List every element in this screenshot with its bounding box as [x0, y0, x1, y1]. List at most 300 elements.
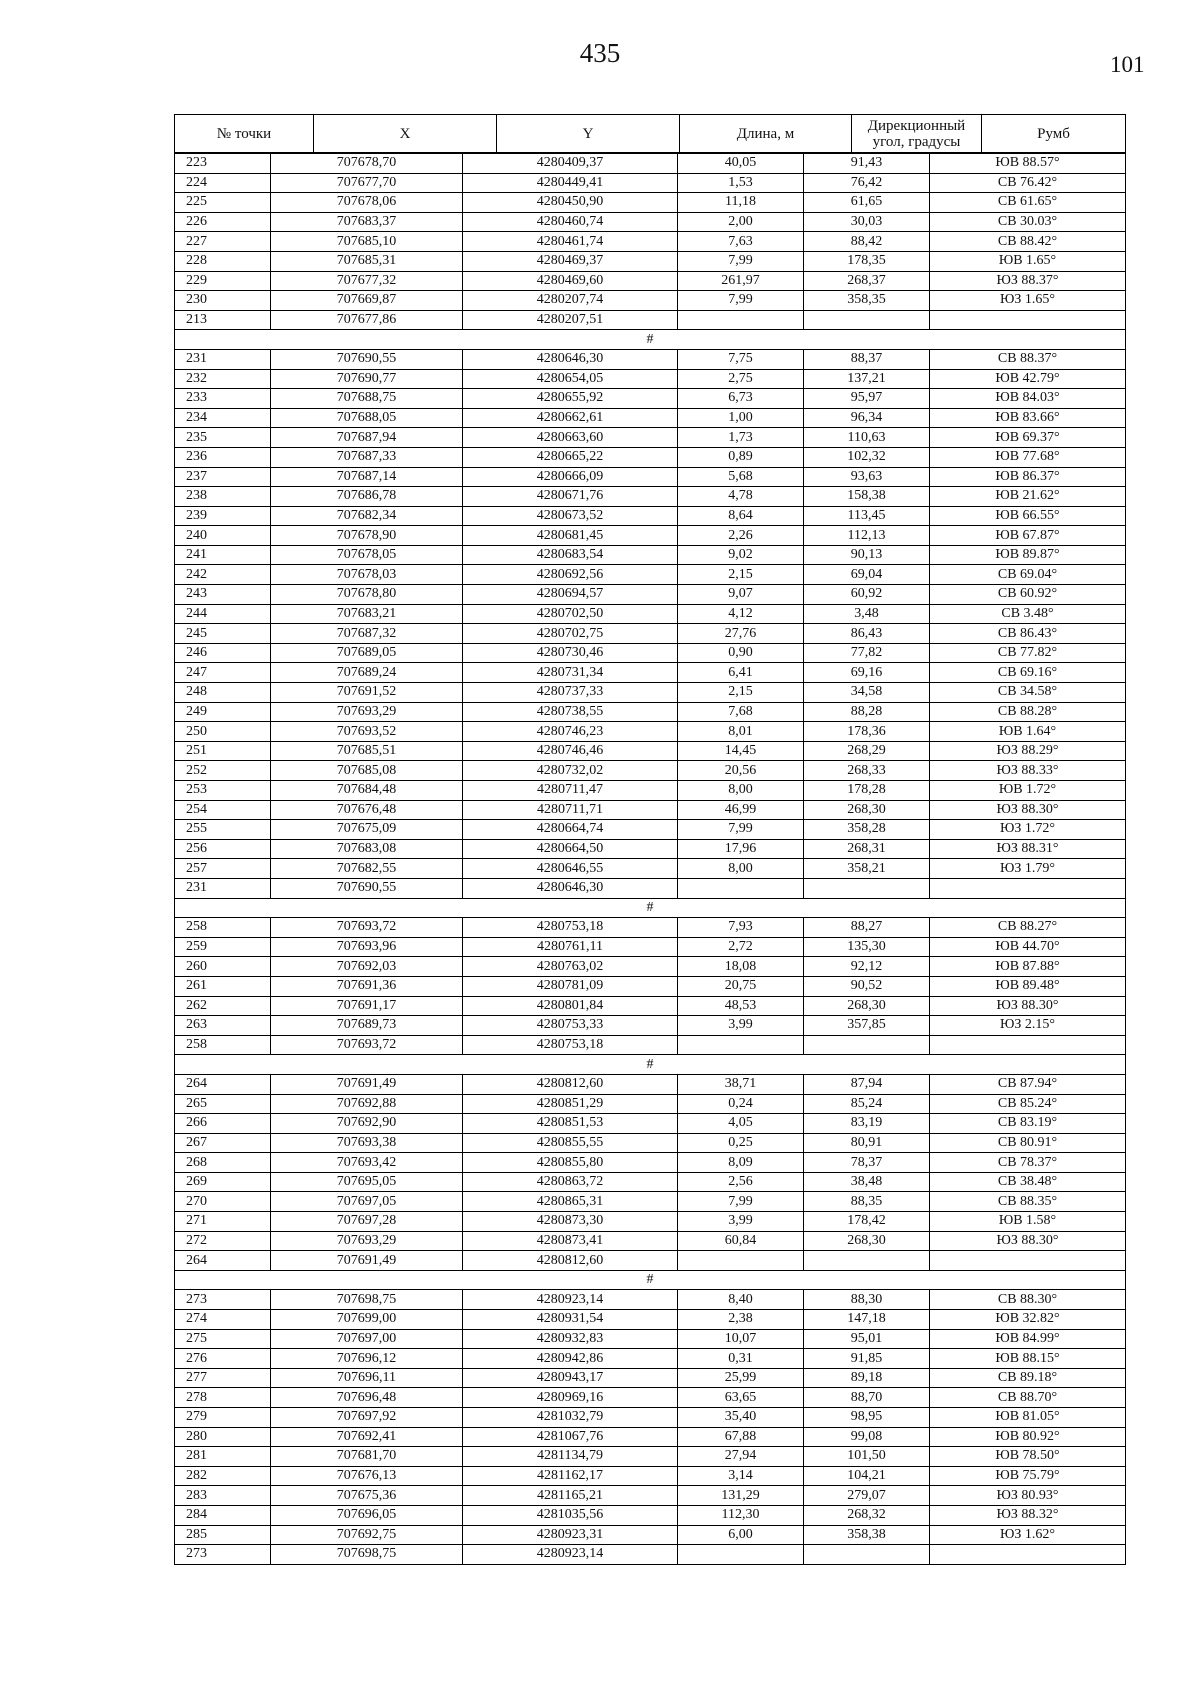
cell-x: 707696,11: [271, 1368, 463, 1388]
cell-rhumb: ЮЗ 1.79°: [930, 859, 1126, 879]
cell-point-number: 228: [175, 251, 271, 271]
cell-x: 707692,90: [271, 1114, 463, 1134]
contour-separator-row: [175, 1055, 1126, 1075]
cell-rhumb: ЮВ 21.62°: [930, 487, 1126, 507]
cell-y: 4280812,60: [463, 1251, 678, 1271]
cell-rhumb: СВ 83.19°: [930, 1114, 1126, 1134]
cell-rhumb: СВ 89.18°: [930, 1368, 1126, 1388]
cell-direction-angle: 88,70: [804, 1388, 930, 1408]
table-row: [175, 526, 1126, 546]
cell-rhumb: ЮВ 89.87°: [930, 545, 1126, 565]
cell-y: 4280781,09: [463, 976, 678, 996]
cell-point-number: 270: [175, 1192, 271, 1212]
cell-direction-angle: 358,21: [804, 859, 930, 879]
cell-x: 707689,73: [271, 1016, 463, 1036]
cell-direction-angle: 92,12: [804, 957, 930, 977]
table-row: [175, 428, 1126, 448]
cell-length: 2,38: [678, 1310, 804, 1330]
cell-point-number: 280: [175, 1427, 271, 1447]
table-row: [175, 722, 1126, 742]
cell-point-number: 259: [175, 937, 271, 957]
cell-rhumb: ЮЗ 88.29°: [930, 741, 1126, 761]
cell-x: 707697,00: [271, 1329, 463, 1349]
cell-x: 707687,14: [271, 467, 463, 487]
cell-direction-angle: 96,34: [804, 408, 930, 428]
cell-point-number: 266: [175, 1114, 271, 1134]
cell-rhumb: СВ 80.91°: [930, 1133, 1126, 1153]
cell-x: 707683,21: [271, 604, 463, 624]
header-rhumb: Румб: [982, 115, 1126, 153]
table-row: [175, 781, 1126, 801]
cell-length: 8,00: [678, 859, 804, 879]
cell-rhumb: ЮВ 88.15°: [930, 1349, 1126, 1369]
cell-y: 4280746,23: [463, 722, 678, 742]
cell-point-number: 241: [175, 545, 271, 565]
cell-rhumb: СВ 61.65°: [930, 193, 1126, 213]
cell-length: 2,15: [678, 683, 804, 703]
cell-direction-angle: 69,16: [804, 663, 930, 683]
cell-y: 4280746,46: [463, 741, 678, 761]
cell-length: 48,53: [678, 996, 804, 1016]
cell-length: 4,05: [678, 1114, 804, 1134]
cell-direction-angle: 76,42: [804, 173, 930, 193]
cell-direction-angle: 30,03: [804, 212, 930, 232]
cell-y: 4280812,60: [463, 1074, 678, 1094]
cell-rhumb: ЮЗ 1.72°: [930, 820, 1126, 840]
cell-length: 2,26: [678, 526, 804, 546]
cell-y: 4281032,79: [463, 1408, 678, 1428]
cell-point-number: 233: [175, 389, 271, 409]
table-row: [175, 193, 1126, 213]
cell-y: 4280753,18: [463, 918, 678, 938]
cell-point-number: 223: [175, 154, 271, 174]
cell-direction-angle: 268,30: [804, 996, 930, 1016]
table-row: [175, 1074, 1126, 1094]
cell-direction-angle: 104,21: [804, 1466, 930, 1486]
cell-rhumb: [930, 878, 1126, 898]
cell-x: 707688,75: [271, 389, 463, 409]
table-row: [175, 1545, 1126, 1565]
cell-direction-angle: 86,43: [804, 624, 930, 644]
cell-direction-angle: 85,24: [804, 1094, 930, 1114]
cell-direction-angle: [804, 1251, 930, 1271]
cell-x: 707683,37: [271, 212, 463, 232]
cell-x: 707678,03: [271, 565, 463, 585]
table-row: [175, 349, 1126, 369]
cell-length: 7,75: [678, 349, 804, 369]
cell-y: 4280851,29: [463, 1094, 678, 1114]
cell-y: 4280469,60: [463, 271, 678, 291]
cell-x: 707677,86: [271, 310, 463, 330]
cell-direction-angle: 91,85: [804, 1349, 930, 1369]
table-row: [175, 212, 1126, 232]
cell-y: 4280409,37: [463, 154, 678, 174]
cell-x: 707686,78: [271, 487, 463, 507]
cell-length: 27,94: [678, 1447, 804, 1467]
cell-length: [678, 1251, 804, 1271]
cell-rhumb: ЮЗ 1.65°: [930, 291, 1126, 311]
cell-y: 4280931,54: [463, 1310, 678, 1330]
table-row: [175, 310, 1126, 330]
table-row: [175, 506, 1126, 526]
cell-point-number: 227: [175, 232, 271, 252]
table-row: [175, 291, 1126, 311]
cell-y: 4280873,30: [463, 1212, 678, 1232]
cell-length: 6,73: [678, 389, 804, 409]
cell-y: 4280737,33: [463, 683, 678, 703]
table-row: [175, 1251, 1126, 1271]
cell-length: 7,99: [678, 251, 804, 271]
table-row: [175, 1310, 1126, 1330]
cell-length: 112,30: [678, 1505, 804, 1525]
cell-y: 4280761,11: [463, 937, 678, 957]
cell-point-number: 240: [175, 526, 271, 546]
cell-y: 4280730,46: [463, 643, 678, 663]
cell-x: 707693,72: [271, 918, 463, 938]
cell-rhumb: ЮЗ 88.37°: [930, 271, 1126, 291]
cell-length: 0,89: [678, 447, 804, 467]
table-row: [175, 839, 1126, 859]
cell-direction-angle: 88,37: [804, 349, 930, 369]
cell-direction-angle: 268,31: [804, 839, 930, 859]
cell-x: 707693,72: [271, 1035, 463, 1055]
table-row: [175, 1172, 1126, 1192]
cell-direction-angle: 358,38: [804, 1525, 930, 1545]
cell-length: 7,99: [678, 1192, 804, 1212]
cell-y: 4280753,18: [463, 1035, 678, 1055]
cell-y: 4280943,17: [463, 1368, 678, 1388]
cell-x: 707678,06: [271, 193, 463, 213]
table-row: [175, 1349, 1126, 1369]
cell-y: 4280763,02: [463, 957, 678, 977]
table-row: [175, 976, 1126, 996]
cell-y: 4280753,33: [463, 1016, 678, 1036]
cell-length: 18,08: [678, 957, 804, 977]
cell-point-number: 247: [175, 663, 271, 683]
cell-x: 707688,05: [271, 408, 463, 428]
cell-y: 4280923,31: [463, 1525, 678, 1545]
cell-y: 4280665,22: [463, 447, 678, 467]
cell-rhumb: ЮЗ 80.93°: [930, 1486, 1126, 1506]
table-row: [175, 1368, 1126, 1388]
cell-rhumb: [930, 310, 1126, 330]
cell-length: 7,93: [678, 918, 804, 938]
cell-x: 707676,13: [271, 1466, 463, 1486]
cell-length: 0,90: [678, 643, 804, 663]
cell-x: 707678,80: [271, 585, 463, 605]
cell-point-number: 246: [175, 643, 271, 663]
cell-length: 4,78: [678, 487, 804, 507]
cell-direction-angle: 110,63: [804, 428, 930, 448]
cell-rhumb: ЮЗ 88.32°: [930, 1505, 1126, 1525]
cell-rhumb: ЮВ 86.37°: [930, 467, 1126, 487]
cell-length: 6,41: [678, 663, 804, 683]
cell-point-number: 252: [175, 761, 271, 781]
table-row: [175, 369, 1126, 389]
cell-y: 4280702,50: [463, 604, 678, 624]
cell-rhumb: ЮЗ 88.33°: [930, 761, 1126, 781]
cell-direction-angle: 178,42: [804, 1212, 930, 1232]
cell-point-number: 244: [175, 604, 271, 624]
cell-direction-angle: 69,04: [804, 565, 930, 585]
cell-rhumb: СВ 3.48°: [930, 604, 1126, 624]
cell-y: 4280646,30: [463, 878, 678, 898]
cell-x: 707692,03: [271, 957, 463, 977]
table-row: [175, 1427, 1126, 1447]
table-row: [175, 918, 1126, 938]
cell-point-number: 271: [175, 1212, 271, 1232]
table-row: [175, 643, 1126, 663]
cell-x: 707690,77: [271, 369, 463, 389]
cell-length: 8,01: [678, 722, 804, 742]
cell-x: 707689,24: [271, 663, 463, 683]
cell-y: 4280923,14: [463, 1290, 678, 1310]
cell-y: 4281162,17: [463, 1466, 678, 1486]
cell-rhumb: ЮВ 66.55°: [930, 506, 1126, 526]
cell-direction-angle: 78,37: [804, 1153, 930, 1173]
cell-rhumb: СВ 76.42°: [930, 173, 1126, 193]
cell-y: 4280932,83: [463, 1329, 678, 1349]
cell-direction-angle: 268,30: [804, 1231, 930, 1251]
cell-direction-angle: 358,28: [804, 820, 930, 840]
cell-length: 2,56: [678, 1172, 804, 1192]
cell-point-number: 231: [175, 349, 271, 369]
cell-length: 5,68: [678, 467, 804, 487]
cell-direction-angle: 88,35: [804, 1192, 930, 1212]
table-row: [175, 937, 1126, 957]
cell-length: [678, 1545, 804, 1565]
coordinates-table: [174, 153, 1126, 1565]
cell-x: 707691,36: [271, 976, 463, 996]
cell-length: 7,99: [678, 291, 804, 311]
cell-y: 4280654,05: [463, 369, 678, 389]
cell-length: [678, 1035, 804, 1055]
cell-direction-angle: 98,95: [804, 1408, 930, 1428]
header-direction-angle: Дирекционный угол, градусы: [852, 115, 982, 153]
cell-point-number: 272: [175, 1231, 271, 1251]
cell-point-number: 262: [175, 996, 271, 1016]
cell-direction-angle: 99,08: [804, 1427, 930, 1447]
cell-length: 1,53: [678, 173, 804, 193]
cell-rhumb: ЮВ 77.68°: [930, 447, 1126, 467]
cell-direction-angle: 135,30: [804, 937, 930, 957]
cell-y: 4281165,21: [463, 1486, 678, 1506]
cell-length: 0,24: [678, 1094, 804, 1114]
cell-point-number: 269: [175, 1172, 271, 1192]
cell-length: 2,00: [678, 212, 804, 232]
cell-point-number: 264: [175, 1251, 271, 1271]
cell-length: 20,75: [678, 976, 804, 996]
cell-direction-angle: 102,32: [804, 447, 930, 467]
cell-point-number: 248: [175, 683, 271, 703]
cell-length: [678, 878, 804, 898]
table-row: [175, 251, 1126, 271]
cell-point-number: 260: [175, 957, 271, 977]
cell-length: 67,88: [678, 1427, 804, 1447]
cell-rhumb: ЮЗ 1.62°: [930, 1525, 1126, 1545]
cell-x: 707692,75: [271, 1525, 463, 1545]
cell-length: 63,65: [678, 1388, 804, 1408]
cell-rhumb: ЮВ 1.65°: [930, 251, 1126, 271]
cell-direction-angle: 268,32: [804, 1505, 930, 1525]
cell-x: 707691,49: [271, 1074, 463, 1094]
cell-direction-angle: [804, 310, 930, 330]
cell-x: 707685,08: [271, 761, 463, 781]
cell-length: 8,40: [678, 1290, 804, 1310]
cell-x: 707691,49: [271, 1251, 463, 1271]
cell-rhumb: СВ 38.48°: [930, 1172, 1126, 1192]
table-row: [175, 408, 1126, 428]
cell-direction-angle: 357,85: [804, 1016, 930, 1036]
cell-direction-angle: 178,35: [804, 251, 930, 271]
cell-y: 4280673,52: [463, 506, 678, 526]
cell-x: 707693,96: [271, 937, 463, 957]
cell-y: 4281067,76: [463, 1427, 678, 1447]
table-row: [175, 389, 1126, 409]
cell-point-number: 239: [175, 506, 271, 526]
table-row: [175, 624, 1126, 644]
table-row: [175, 604, 1126, 624]
cell-point-number: 254: [175, 800, 271, 820]
table-row: [175, 1114, 1126, 1134]
cell-rhumb: ЮВ 67.87°: [930, 526, 1126, 546]
cell-y: 4280646,55: [463, 859, 678, 879]
cell-y: 4280671,76: [463, 487, 678, 507]
cell-length: 3,99: [678, 1016, 804, 1036]
cell-x: 707675,36: [271, 1486, 463, 1506]
table-row: [175, 1466, 1126, 1486]
cell-direction-angle: 279,07: [804, 1486, 930, 1506]
table-row: [175, 683, 1126, 703]
cell-y: 4280694,57: [463, 585, 678, 605]
cell-y: 4280681,45: [463, 526, 678, 546]
table-row: [175, 996, 1126, 1016]
cell-x: 707675,09: [271, 820, 463, 840]
cell-x: 707689,05: [271, 643, 463, 663]
cell-length: 25,99: [678, 1368, 804, 1388]
table-row: [175, 702, 1126, 722]
cell-x: 707693,52: [271, 722, 463, 742]
contour-separator: #: [175, 1055, 1126, 1075]
table-row: [175, 232, 1126, 252]
cell-x: 707693,38: [271, 1133, 463, 1153]
table-row: [175, 173, 1126, 193]
cell-direction-angle: [804, 878, 930, 898]
cell-point-number: 268: [175, 1153, 271, 1173]
header-length: Длина, м: [680, 115, 852, 153]
cell-x: 707683,08: [271, 839, 463, 859]
cell-y: 4280449,41: [463, 173, 678, 193]
cell-rhumb: ЮВ 83.66°: [930, 408, 1126, 428]
cell-rhumb: СВ 88.70°: [930, 1388, 1126, 1408]
table-row: [175, 1035, 1126, 1055]
cell-x: 707669,87: [271, 291, 463, 311]
cell-rhumb: ЮВ 81.05°: [930, 1408, 1126, 1428]
cell-x: 707685,10: [271, 232, 463, 252]
cell-direction-angle: 60,92: [804, 585, 930, 605]
table-row: [175, 1388, 1126, 1408]
cell-y: 4280711,47: [463, 781, 678, 801]
cell-x: 707677,32: [271, 271, 463, 291]
cell-point-number: 237: [175, 467, 271, 487]
cell-length: 20,56: [678, 761, 804, 781]
cell-direction-angle: 91,43: [804, 154, 930, 174]
cell-direction-angle: 3,48: [804, 604, 930, 624]
cell-point-number: 264: [175, 1074, 271, 1094]
cell-y: 4280969,16: [463, 1388, 678, 1408]
table-row: [175, 565, 1126, 585]
cell-direction-angle: 268,30: [804, 800, 930, 820]
cell-direction-angle: 88,28: [804, 702, 930, 722]
table-row: [175, 447, 1126, 467]
table-row: [175, 271, 1126, 291]
cell-rhumb: СВ 88.37°: [930, 349, 1126, 369]
header-x: X: [314, 115, 497, 153]
cell-point-number: 275: [175, 1329, 271, 1349]
cell-rhumb: ЮВ 87.88°: [930, 957, 1126, 977]
cell-rhumb: СВ 78.37°: [930, 1153, 1126, 1173]
cell-y: 4280662,61: [463, 408, 678, 428]
cell-point-number: 235: [175, 428, 271, 448]
cell-direction-angle: 158,38: [804, 487, 930, 507]
table-row: [175, 1153, 1126, 1173]
cell-y: 4281134,79: [463, 1447, 678, 1467]
cell-direction-angle: 137,21: [804, 369, 930, 389]
cell-direction-angle: 147,18: [804, 1310, 930, 1330]
table-row: [175, 487, 1126, 507]
cell-length: 46,99: [678, 800, 804, 820]
table-row: [175, 761, 1126, 781]
contour-separator-row: [175, 330, 1126, 350]
cell-direction-angle: 87,94: [804, 1074, 930, 1094]
cell-direction-angle: 90,13: [804, 545, 930, 565]
cell-direction-angle: 88,30: [804, 1290, 930, 1310]
cell-rhumb: [930, 1251, 1126, 1271]
cell-rhumb: ЮВ 69.37°: [930, 428, 1126, 448]
cell-point-number: 213: [175, 310, 271, 330]
cell-point-number: 253: [175, 781, 271, 801]
cell-rhumb: СВ 69.04°: [930, 565, 1126, 585]
cell-point-number: 276: [175, 1349, 271, 1369]
table-row: [175, 741, 1126, 761]
cell-length: 10,07: [678, 1329, 804, 1349]
cell-x: 707682,55: [271, 859, 463, 879]
cell-y: 4280692,56: [463, 565, 678, 585]
table-row: [175, 820, 1126, 840]
header-point-number: № точки: [175, 115, 314, 153]
cell-x: 707687,33: [271, 447, 463, 467]
cell-y: 4280732,02: [463, 761, 678, 781]
page-number-center: 435: [579, 38, 621, 68]
cell-x: 707690,55: [271, 349, 463, 369]
cell-length: 60,84: [678, 1231, 804, 1251]
cell-rhumb: ЮЗ 88.30°: [930, 1231, 1126, 1251]
cell-rhumb: ЮВ 1.64°: [930, 722, 1126, 742]
table-row: [175, 1486, 1126, 1506]
cell-direction-angle: 268,33: [804, 761, 930, 781]
cell-length: 8,09: [678, 1153, 804, 1173]
cell-direction-angle: [804, 1545, 930, 1565]
cell-length: 3,14: [678, 1466, 804, 1486]
table-row: [175, 800, 1126, 820]
cell-point-number: 226: [175, 212, 271, 232]
cell-length: 3,99: [678, 1212, 804, 1232]
cell-point-number: 245: [175, 624, 271, 644]
table-row: [175, 1329, 1126, 1349]
cell-y: 4280450,90: [463, 193, 678, 213]
cell-x: 707698,75: [271, 1290, 463, 1310]
table-row: [175, 1505, 1126, 1525]
